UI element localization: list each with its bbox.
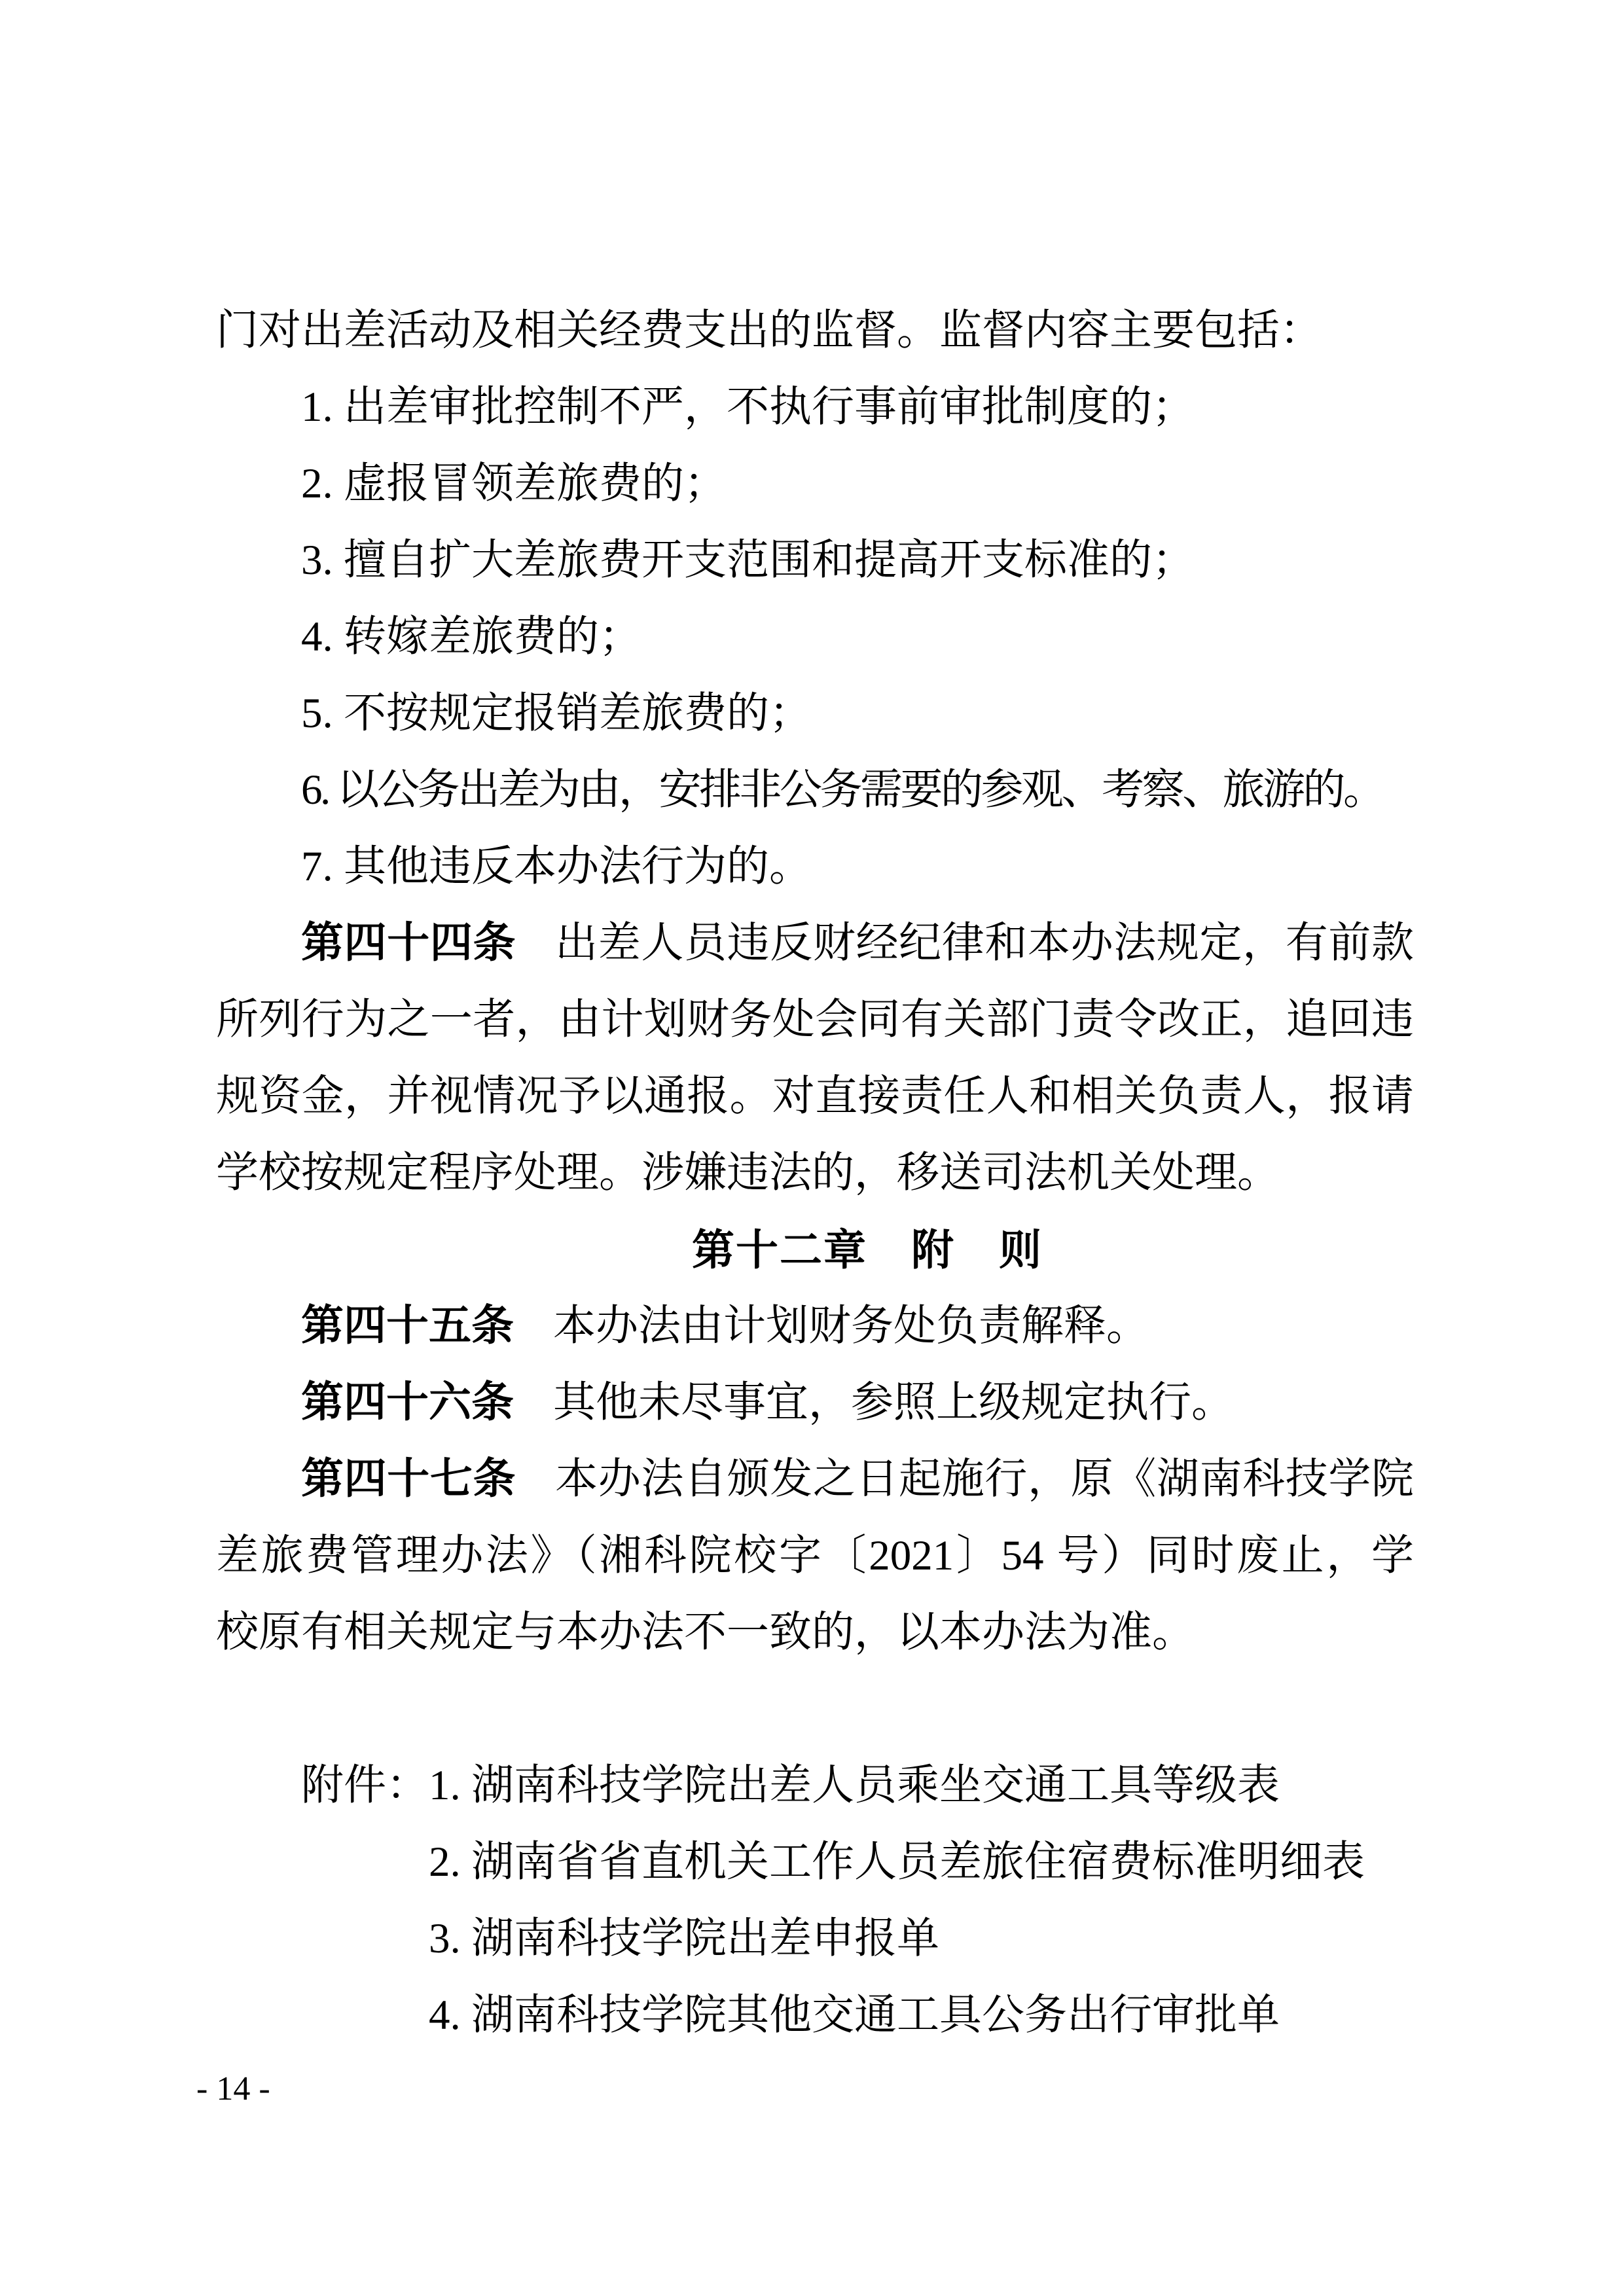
line-text: 所列行为之一者，由计划财务处会同有关部门责令改正，追回违 (216, 996, 1414, 1043)
chapter-heading-text: 第十二章 附 则 (691, 1226, 1043, 1274)
line-text: 学校按规定程序处理。涉嫌违法的，移送司法机关处理。 (216, 1149, 1280, 1196)
line-text: 2. 虚报冒领差旅费的； (301, 460, 727, 507)
line-text: 3. 湖南科技学院出差申报单 (429, 1915, 940, 1962)
attachment-line-1 (216, 1748, 1414, 1824)
paragraph-line (216, 1594, 1414, 1671)
line-text: 2. 湖南省省直机关工作人员差旅住宿费标准明细表 (429, 1839, 1365, 1886)
attachment-line-3 (216, 1901, 1414, 1977)
list-item-line-1 (216, 369, 1414, 446)
paragraph-continuation-line (216, 293, 1414, 369)
line-text: 附件：1. 湖南科技学院出差人员乘坐交通工具等级表 (301, 1762, 1280, 1809)
line-text: 门对出差活动及相关经费支出的监督。监督内容主要包括： (216, 307, 1323, 354)
line-text: 5. 不按规定报销差旅费的； (301, 690, 812, 737)
list-item-line-4 (216, 599, 1414, 675)
list-item-line-5 (216, 675, 1414, 752)
article-44-line (216, 905, 1414, 982)
chapter-heading (216, 1211, 1414, 1288)
article-number: 第四十四条 (301, 920, 516, 967)
attachment-line-4 (216, 1977, 1414, 2054)
list-item-line-2 (216, 446, 1414, 522)
line-text: 1. 出差审批控制不严，不执行事前审批制度的； (301, 384, 1195, 431)
list-item-line-3 (216, 522, 1414, 599)
line-text: 规资金，并视情况予以通报。对直接责任人和相关负责人，报请 (216, 1073, 1414, 1120)
list-item-line-6 (216, 752, 1414, 829)
line-text: 其他未尽事宜，参照上级规定执行。 (553, 1379, 1235, 1426)
article-number: 第四十七条 (301, 1456, 516, 1503)
article-47-line (216, 1441, 1414, 1518)
article-46-line (216, 1365, 1414, 1441)
line-text: 本办法自颁发之日起施行，原《湖南科技学院 (555, 1456, 1414, 1503)
line-text: 差旅费管理办法》（湘科院校字〔2021〕54 号）同时废止，学 (216, 1532, 1414, 1579)
line-text: 6. 以公务出差为由，安排非公务需要的参观、考察、旅游的。 (301, 766, 1384, 814)
paragraph-line (216, 982, 1414, 1058)
article-number: 第四十五条 (301, 1302, 514, 1350)
line-text: 7. 其他违反本办法行为的。 (301, 843, 812, 890)
article-number: 第四十六条 (301, 1379, 514, 1426)
page-number: - 14 - (196, 2070, 270, 2108)
line-text: 3. 擅自扩大差旅费开支范围和提高开支标准的； (301, 537, 1195, 584)
blank-line (216, 1671, 1414, 1748)
paragraph-line (216, 1135, 1414, 1211)
document-body (216, 293, 1414, 2054)
line-text: 出差人员违反财经纪律和本办法规定，有前款 (555, 920, 1414, 967)
line-text: 4. 转嫁差旅费的； (301, 613, 642, 660)
line-text: 4. 湖南科技学院其他交通工具公务出行审批单 (429, 1992, 1280, 2039)
attachment-line-2 (216, 1824, 1414, 1901)
article-45-line (216, 1288, 1414, 1365)
paragraph-line (216, 1518, 1414, 1594)
line-text: 本办法由计划财务处负责解释。 (553, 1302, 1149, 1350)
paragraph-line (216, 1058, 1414, 1135)
line-text: 校原有相关规定与本办法不一致的，以本办法为准。 (216, 1609, 1195, 1656)
list-item-line-7 (216, 829, 1414, 905)
